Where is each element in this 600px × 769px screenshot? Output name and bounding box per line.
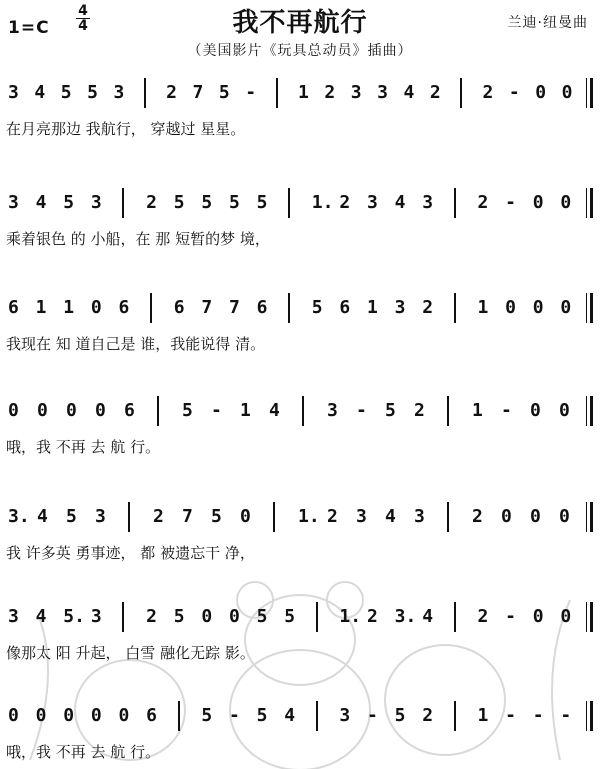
bar-line-end	[586, 602, 593, 632]
note: 0	[532, 297, 544, 318]
note: 0	[559, 400, 570, 421]
note: 5	[173, 606, 185, 627]
note: -	[532, 705, 544, 726]
bar-line	[276, 78, 278, 108]
notation-line	[0, 82, 600, 106]
notation-line	[0, 705, 600, 729]
note: 2	[339, 192, 351, 213]
note: 2	[153, 506, 164, 527]
note: 4	[37, 506, 48, 527]
note: 6	[339, 297, 351, 318]
note: -	[505, 705, 516, 726]
note: 3	[414, 506, 425, 527]
note: 3	[367, 192, 378, 213]
note: 2	[166, 82, 178, 103]
note: 5.	[63, 606, 85, 627]
note: 5	[385, 400, 396, 421]
note: 0	[8, 705, 19, 726]
bar-line-end	[586, 701, 593, 731]
note: 1.	[339, 606, 362, 627]
lyrics-line: 我 许多英 勇事迹， 都 被遗忘干 净，	[6, 544, 255, 562]
bar-line	[454, 293, 456, 323]
note: 0	[561, 82, 573, 103]
note: 2	[414, 400, 425, 421]
notation-line	[0, 506, 600, 530]
note: 5	[394, 705, 406, 726]
time-signature-top: 4	[76, 4, 90, 19]
note: 3.	[394, 606, 417, 627]
note: 3	[350, 82, 362, 103]
note: 1	[367, 297, 378, 318]
notation-line	[0, 400, 600, 424]
note: 5	[87, 82, 98, 103]
note: 3.	[8, 506, 30, 527]
note: 5	[284, 606, 296, 627]
note: 4	[284, 705, 296, 726]
note: 3	[8, 192, 19, 213]
bar-line	[316, 602, 318, 632]
background-sketch-illustration	[0, 560, 600, 769]
note: 5	[182, 400, 193, 421]
note: 3	[90, 192, 102, 213]
bar-line	[460, 78, 462, 108]
note: 4	[422, 606, 434, 627]
note: 3	[356, 506, 367, 527]
note: 3	[90, 606, 102, 627]
note: 0	[228, 606, 240, 627]
bar-line-end	[586, 293, 593, 323]
note: 4	[385, 506, 396, 527]
bar-line-end	[586, 78, 593, 108]
note: 0	[535, 82, 547, 103]
note: 3	[327, 400, 338, 421]
bar-line	[122, 602, 124, 632]
bar-line	[128, 502, 130, 532]
note: 4	[34, 82, 46, 103]
note: 5	[256, 192, 268, 213]
note: 2	[367, 606, 378, 627]
lyrics-line: 哦，我 不再 去 航 行。	[6, 438, 161, 456]
bar-line	[178, 701, 180, 731]
note: 1.	[298, 506, 320, 527]
bar-line	[447, 396, 449, 426]
note: 3	[8, 606, 19, 627]
note: 1	[298, 82, 309, 103]
note: 6	[256, 297, 268, 318]
note: 5	[173, 192, 185, 213]
note: 0	[530, 506, 541, 527]
note: 3	[113, 82, 125, 103]
note: 5	[228, 192, 240, 213]
bar-line	[273, 502, 275, 532]
note: 3	[422, 192, 434, 213]
note: 5	[256, 705, 268, 726]
note: 0	[505, 297, 516, 318]
note: 0	[95, 400, 106, 421]
note: 2	[422, 297, 434, 318]
key-signature: 1=C	[8, 18, 50, 38]
bar-line	[122, 188, 124, 218]
note: 2	[146, 192, 157, 213]
note: -	[211, 400, 222, 421]
note: 7	[192, 82, 204, 103]
note: 0	[35, 705, 47, 726]
note: -	[245, 82, 257, 103]
time-signature-bottom: 4	[78, 18, 88, 34]
note: 2	[146, 606, 157, 627]
lyrics-line: 像那太 阳 升起， 白雪 融化无踪 影。	[6, 644, 255, 662]
bar-line	[454, 602, 456, 632]
note: 0	[118, 705, 130, 726]
bar-line	[150, 293, 152, 323]
note: 0	[560, 192, 572, 213]
bar-line	[288, 293, 290, 323]
note: 4	[403, 82, 415, 103]
bar-line	[447, 502, 449, 532]
note: 0	[90, 297, 102, 318]
note: 5	[201, 705, 213, 726]
note: 5	[63, 192, 75, 213]
note: 0	[559, 506, 570, 527]
note: 2	[422, 705, 434, 726]
note: 0	[37, 400, 48, 421]
note: -	[356, 400, 367, 421]
lyrics-line: 乘着银色 的 小船，在 那 短暂的梦 境，	[6, 230, 270, 248]
note: 0	[501, 506, 512, 527]
note: 6	[118, 297, 130, 318]
song-subtitle: （美国影片《玩具总动员》插曲）	[187, 43, 413, 59]
note: -	[228, 705, 240, 726]
note: 0	[63, 705, 75, 726]
note: 4	[35, 192, 47, 213]
note: -	[508, 82, 520, 103]
note: 7	[228, 297, 240, 318]
note: 2	[429, 82, 441, 103]
note: 6	[146, 705, 157, 726]
note: 1.	[311, 192, 334, 213]
notation-line	[0, 297, 600, 321]
note: 1	[63, 297, 75, 318]
note: 0	[532, 192, 544, 213]
note: 0	[8, 400, 19, 421]
bar-line-end	[586, 502, 593, 532]
note: 5	[201, 192, 213, 213]
note: 1	[240, 400, 251, 421]
bar-line	[454, 188, 456, 218]
note: -	[560, 705, 572, 726]
note: 3	[394, 297, 406, 318]
note: 2	[324, 82, 336, 103]
note: 0	[560, 297, 572, 318]
note: 4	[269, 400, 280, 421]
note: 5	[311, 297, 323, 318]
note: 0	[530, 400, 541, 421]
note: 5	[218, 82, 230, 103]
note: 6	[8, 297, 19, 318]
bar-line	[316, 701, 318, 731]
note: 0	[201, 606, 213, 627]
note: 1	[35, 297, 47, 318]
note: 0	[90, 705, 102, 726]
note: 2	[482, 82, 494, 103]
note: 3	[8, 82, 19, 103]
note: 6	[173, 297, 185, 318]
composer-credit: 兰迪·纽曼曲	[507, 15, 588, 31]
note: 0	[560, 606, 572, 627]
bar-line	[288, 188, 290, 218]
note: 3	[95, 506, 106, 527]
notation-line	[0, 606, 600, 630]
note: 1	[477, 297, 489, 318]
bar-line	[454, 701, 456, 731]
notation-line	[0, 192, 600, 216]
note: 7	[182, 506, 193, 527]
note: 4	[35, 606, 47, 627]
note: -	[367, 705, 378, 726]
lyrics-line: 我现在 知 道自己是 谁，我能说得 清。	[6, 335, 266, 353]
note: 5	[256, 606, 268, 627]
song-title: 我不再航行	[232, 8, 368, 38]
note: 0	[532, 606, 544, 627]
note: 3	[377, 82, 388, 103]
note: 4	[394, 192, 406, 213]
note: 2	[327, 506, 338, 527]
bar-line	[144, 78, 146, 108]
note: 6	[124, 400, 135, 421]
lyrics-line: 哦，我 不再 去 航 行。	[6, 743, 161, 761]
bar-line-end	[586, 188, 593, 218]
note: 2	[472, 506, 483, 527]
note: 7	[201, 297, 213, 318]
note: 5	[211, 506, 222, 527]
note: 5	[66, 506, 77, 527]
note: 2	[477, 606, 489, 627]
note: 1	[477, 705, 489, 726]
note: 3	[339, 705, 351, 726]
bar-line	[302, 396, 304, 426]
note: -	[505, 606, 516, 627]
bar-line	[157, 396, 159, 426]
note: -	[505, 192, 516, 213]
note: 2	[477, 192, 489, 213]
note: -	[501, 400, 512, 421]
note: 0	[240, 506, 251, 527]
note: 1	[472, 400, 483, 421]
note: 5	[60, 82, 72, 103]
note: 0	[66, 400, 77, 421]
bar-line-end	[586, 396, 593, 426]
lyrics-line: 在月亮那边 我航行， 穿越过 星星。	[6, 120, 246, 138]
